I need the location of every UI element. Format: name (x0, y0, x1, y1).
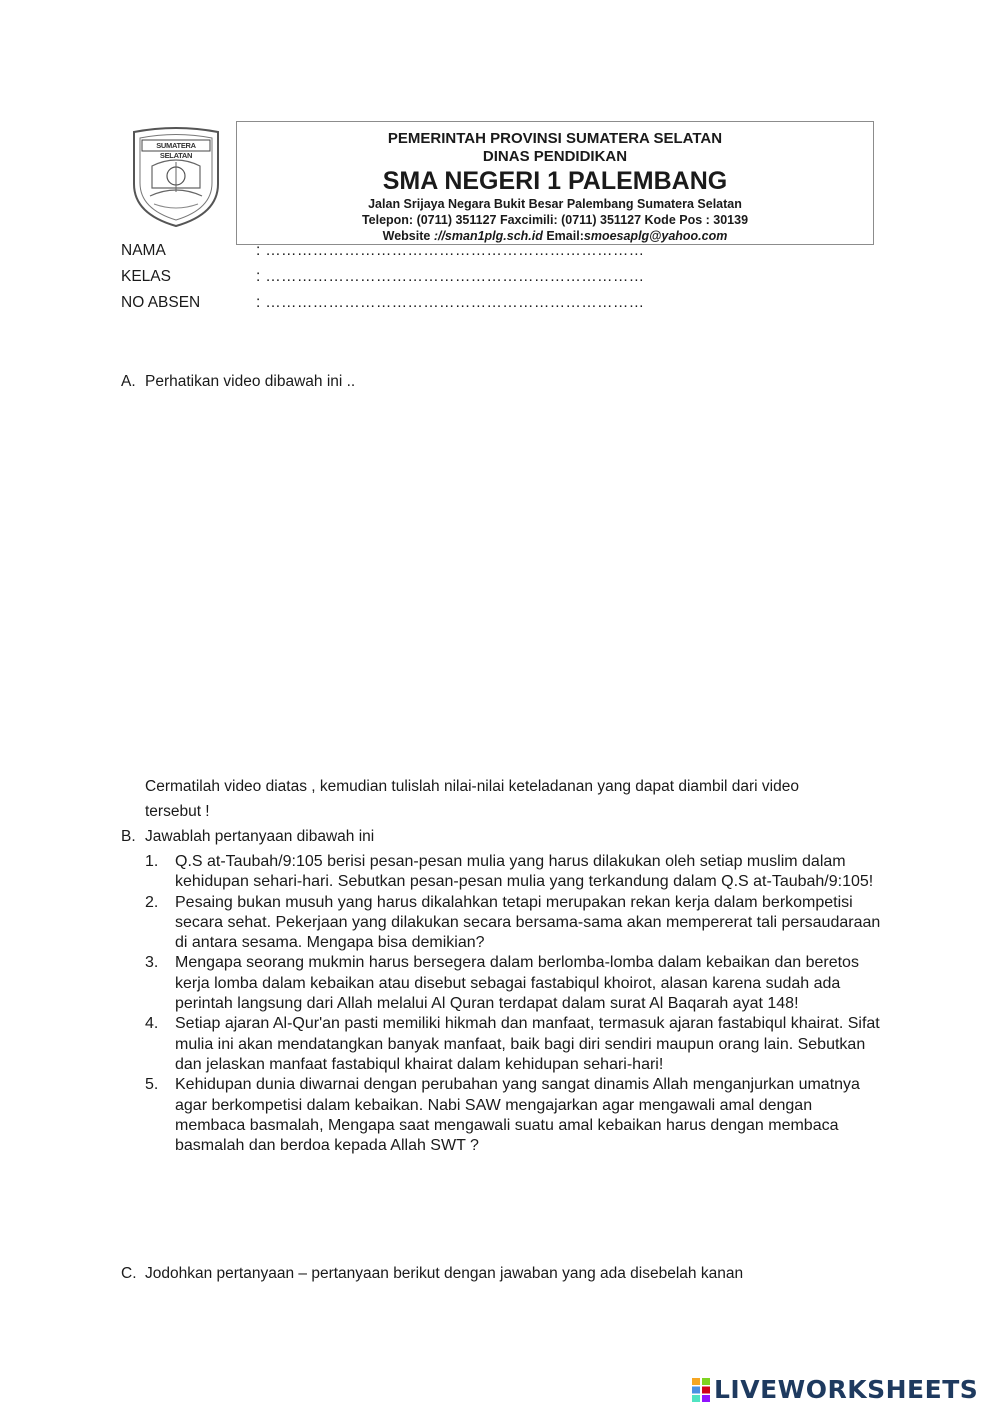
liveworksheets-logo-icon (692, 1378, 710, 1402)
field-label-nama: NAMA (121, 242, 166, 259)
question-text: Pesaing bukan musuh yang harus dikalahkan tetapi merupakan rekan kerja dalam berkompetisi secara sehat. Pekerjaan yang dilakukan secara bersama-sama akan mempererat tali persaudaraan di antara sesama. Mengapa bisa demikian? (175, 893, 881, 952)
section-a-title: Perhatikan video dibawah ini .. (145, 373, 356, 390)
field-label-kelas: KELAS (121, 268, 171, 285)
section-b-heading (121, 828, 374, 846)
address-line: Jalan Srijaya Negara Bukit Besar Palembang Sumatera Selatan (368, 197, 742, 211)
question-list (145, 852, 885, 1156)
government-line: PEMERINTAH PROVINSI SUMATERA SELATAN (387, 130, 723, 147)
list-item (145, 893, 885, 954)
question-text: Q.S at-Taubah/9:105 berisi pesan-pesan mulia yang harus dilakukan oleh setiap muslim dalam kehidupan sehari-hari. Sebutkan pesan-pesan mulia yang terkandung dalam Q.S at-Taubah/9:105! (175, 853, 874, 891)
instruction-line-1: Cermatilah video diatas , kemudian tulislah nilai-nilai keteladanan yang dapat diambil dari video (145, 778, 799, 795)
website-label: Website (382, 229, 434, 243)
field-value-no-absen[interactable]: : ……………………………………………………………… (256, 294, 645, 311)
phone-line: Telepon: (0711) 351127 Faxcimili: (0711) 351127 Kode Pos : 30139 (361, 213, 749, 227)
list-item (145, 852, 885, 893)
list-item (145, 953, 885, 1014)
liveworksheets-brand[interactable] (692, 1375, 992, 1405)
section-b-marker: B. (121, 828, 136, 845)
brand-text: LIVEWORKSHEETS (714, 1375, 979, 1404)
question-text: Setiap ajaran Al-Qur'an pasti memiliki hikmah dan manfaat, termasuk ajaran fastabiqul khairat. Sifat mulia ini akan mendatangkan banyak manfaat, baik bagi diri sendiri maupun orang lain. Sebutkan dan jelaskan manfaat fastabiqul khairat dalam kehidupan sehari-hari! (175, 1015, 880, 1073)
section-c-title: Jodohkan pertanyaan – pertanyaan berikut dengan jawaban yang ada disebelah kanan (145, 1265, 744, 1282)
section-b-title: Jawablah pertanyaan dibawah ini (145, 828, 375, 845)
email-label: Email: (542, 229, 584, 243)
section-c-heading (121, 1265, 743, 1283)
section-a-marker: A. (121, 373, 136, 390)
school-name: SMA NEGERI 1 PALEMBANG (382, 167, 728, 195)
section-a-heading (121, 373, 355, 391)
question-text: Kehidupan dunia diwarnai dengan perubahan yang sangat dinamis Allah menganjurkan umatnya agar berkompetisi dalam kebaikan. Nabi SAW mengajarkan agar mengawali amal dengan membaca basmalah, Mengapa saat mengawali suatu amal kebaikan harus dengan membaca basmalah dan berdoa kepada Allah SWT ? (175, 1076, 860, 1155)
question-number: 4. (145, 1015, 159, 1033)
section-a-instruction (145, 774, 885, 824)
school-emblem-logo (128, 126, 224, 230)
question-number: 5. (145, 1076, 159, 1094)
section-c-marker: C. (121, 1265, 137, 1282)
emblem-text: SUMATERA SELATAN (156, 141, 196, 160)
list-item (145, 1014, 885, 1075)
question-number: 3. (145, 954, 159, 972)
department-line: DINAS PENDIDIKAN (482, 148, 628, 165)
question-text: Mengapa seorang mukmin harus bersegera dalam berlomba-lomba dalam kebaikan dan beretos kerja lomba dalam kebaikan atau disebut sebagai fastabiqul khoirot, alasan karena sudah ada perintah langsung dari Allah melalui Al Quran terdapat dalam surat Al Baqarah ayat 148! (175, 954, 859, 1013)
question-number: 2. (145, 893, 159, 911)
instruction-line-2: tersebut ! (145, 803, 210, 820)
website-value: ://sman1plg.sch.id (433, 229, 543, 243)
field-label-no-absen: NO ABSEN (121, 294, 201, 311)
question-number: 1. (145, 853, 159, 870)
email-value: smoesaplg@yahoo.com (583, 229, 728, 243)
letterhead-box (236, 121, 874, 245)
field-value-kelas[interactable]: : ……………………………………………………………… (256, 268, 645, 285)
list-item (145, 1075, 885, 1156)
field-value-nama[interactable]: : ……………………………………………………………… (256, 242, 645, 259)
